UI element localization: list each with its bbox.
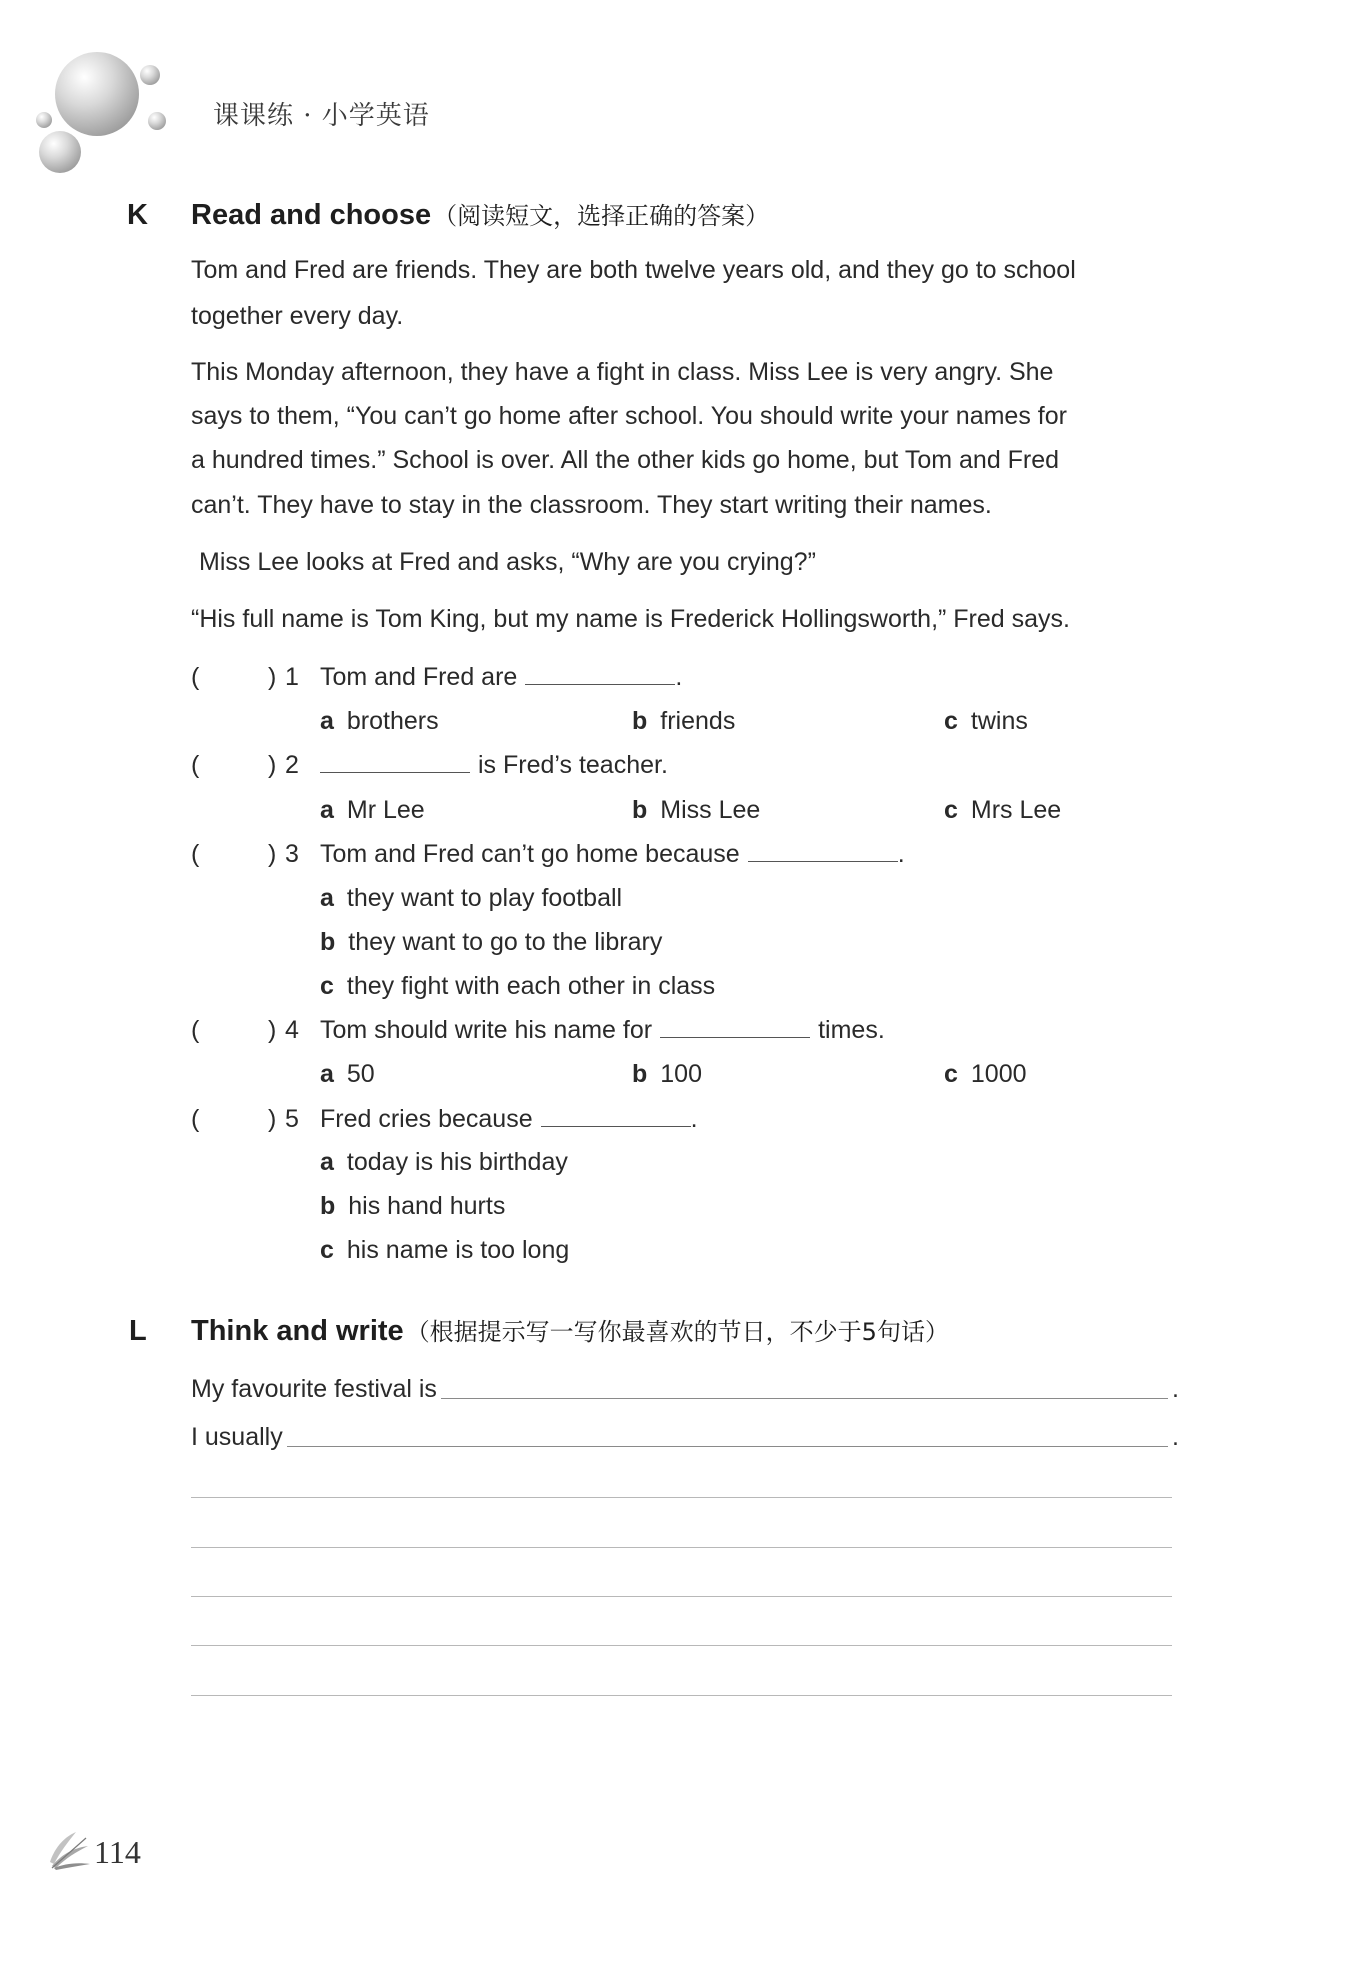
answer-blank: [541, 1104, 691, 1127]
option-a: [320, 790, 425, 830]
option-text: Mrs Lee: [970, 796, 1062, 824]
passage-line: a hundred times.” School is over. All the other kids go home, but Tom and Fred: [191, 446, 1060, 474]
option-a: [320, 701, 439, 741]
option-c: [944, 1054, 1027, 1094]
option-letter: b: [320, 1192, 336, 1220]
answer-paren-open: (: [191, 751, 200, 779]
answer-paren-open: (: [191, 1016, 200, 1044]
option-letter: c: [320, 972, 334, 1000]
option-letter: b: [320, 928, 336, 956]
option-b: [320, 922, 662, 962]
answer-paren-open: (: [191, 663, 200, 691]
question-stem: [320, 1010, 885, 1050]
prompt-text: I usually: [191, 1423, 283, 1451]
option-text: 50: [346, 1060, 375, 1088]
stem-text: times.: [818, 1016, 885, 1044]
writing-prompt: [191, 1417, 1179, 1457]
option-text: twins: [970, 707, 1028, 735]
bubble-small: [39, 131, 81, 173]
answer-paren-open: (: [191, 1105, 200, 1133]
section-title: Think and write: [191, 1315, 404, 1347]
writing-blank: [287, 1417, 1168, 1447]
answer-blank: [748, 839, 898, 862]
option-b: [632, 1054, 702, 1094]
passage-line: together every day.: [191, 302, 404, 330]
question-number: 4: [285, 1016, 299, 1044]
answer-paren-close: ): [268, 840, 277, 868]
stem-text: Tom should write his name for: [320, 1016, 653, 1044]
prompt-end: .: [1172, 1423, 1179, 1451]
option-c: [944, 790, 1061, 830]
answer-paren-close: ): [268, 1105, 277, 1133]
stem-text: is Fred’s teacher.: [478, 751, 668, 779]
stem-text: Tom and Fred can’t go home because: [320, 840, 740, 868]
option-letter: a: [320, 707, 334, 735]
option-c: [320, 1230, 569, 1270]
passage-line: says to them, “You can’t go home after school. You should write your names for: [191, 402, 1067, 430]
option-letter: b: [632, 707, 648, 735]
answer-blank: [320, 750, 470, 773]
option-c: [944, 701, 1028, 741]
question-stem: [320, 657, 682, 697]
option-letter: a: [320, 1148, 334, 1176]
passage-line: This Monday afternoon, they have a fight in class. Miss Lee is very angry. She: [191, 358, 1054, 386]
option-letter: c: [320, 1236, 334, 1264]
option-text: his name is too long: [346, 1236, 570, 1264]
option-text: 100: [660, 1060, 702, 1088]
running-header: 课课练 · 小学英语: [213, 101, 430, 131]
prompt-end: .: [1172, 1375, 1179, 1403]
writing-line: [191, 1695, 1172, 1696]
writing-line: [191, 1547, 1172, 1548]
page-number: 114: [94, 1834, 141, 1870]
bubble-tiny: [140, 65, 160, 85]
stem-text: Fred cries because: [320, 1105, 533, 1133]
option-c: [320, 966, 715, 1006]
bubble-tiny: [148, 112, 166, 130]
stem-text: .: [675, 663, 683, 691]
option-letter: b: [632, 1060, 648, 1088]
writing-line: [191, 1645, 1172, 1646]
option-b: [632, 790, 760, 830]
option-b: [320, 1186, 505, 1226]
stem-text: .: [690, 1105, 698, 1133]
option-letter: b: [632, 796, 648, 824]
option-a: [320, 1142, 568, 1182]
option-letter: a: [320, 1060, 334, 1088]
option-text: brothers: [346, 707, 439, 735]
section-heading: [191, 195, 769, 235]
question-number: 1: [285, 663, 299, 691]
passage-line: Miss Lee looks at Fred and asks, “Why are you crying?”: [199, 548, 816, 576]
section-heading: [191, 1311, 949, 1351]
option-text: Mr Lee: [346, 796, 425, 824]
option-text: they fight with each other in class: [346, 972, 716, 1000]
section-letter: L: [129, 1315, 147, 1347]
option-text: Miss Lee: [660, 796, 761, 824]
option-text: they want to play football: [346, 884, 623, 912]
answer-paren-close: ): [268, 751, 277, 779]
writing-prompt: [191, 1369, 1179, 1409]
answer-paren-open: (: [191, 840, 200, 868]
option-a: [320, 1054, 375, 1094]
question-stem: [320, 745, 668, 785]
section-title: Read and choose: [191, 199, 432, 231]
writing-blank: [441, 1369, 1168, 1399]
option-a: [320, 878, 622, 918]
section-letter: K: [127, 199, 148, 231]
answer-blank: [525, 662, 675, 685]
writing-line: [191, 1497, 1172, 1498]
option-text: they want to go to the library: [348, 928, 663, 956]
stem-text: Tom and Fred are: [320, 663, 518, 691]
question-number: 5: [285, 1105, 299, 1133]
option-text: his hand hurts: [348, 1192, 506, 1220]
option-letter: a: [320, 796, 334, 824]
writing-line: [191, 1596, 1172, 1597]
option-text: 1000: [970, 1060, 1027, 1088]
passage-line: Tom and Fred are friends. They are both twelve years old, and they go to school: [191, 256, 1076, 284]
leaf-icon: [46, 1826, 92, 1872]
bubble-large: [55, 52, 139, 136]
bubble-tiny: [36, 112, 52, 128]
option-text: friends: [660, 707, 736, 735]
question-number: 2: [285, 751, 299, 779]
option-letter: c: [944, 707, 958, 735]
section-instruction: （阅读短文，选择正确的答案）: [433, 202, 770, 230]
stem-text: .: [897, 840, 905, 868]
passage-line: “His full name is Tom King, but my name is Frederick Hollingsworth,” Fred says.: [191, 605, 1070, 633]
question-stem: [320, 1099, 698, 1139]
answer-paren-close: ): [268, 1016, 277, 1044]
question-stem: [320, 834, 905, 874]
option-letter: c: [944, 796, 958, 824]
answer-blank: [660, 1015, 810, 1038]
option-letter: c: [944, 1060, 958, 1088]
section-instruction: （根据提示写一写你最喜欢的节日，不少于5句话）: [405, 1318, 949, 1346]
passage-line: can’t. They have to stay in the classroom. They start writing their names.: [191, 491, 992, 519]
prompt-text: My favourite festival is: [191, 1375, 437, 1403]
answer-paren-close: ): [268, 663, 277, 691]
option-letter: a: [320, 884, 334, 912]
question-number: 3: [285, 840, 299, 868]
option-b: [632, 701, 735, 741]
option-text: today is his birthday: [346, 1148, 568, 1176]
